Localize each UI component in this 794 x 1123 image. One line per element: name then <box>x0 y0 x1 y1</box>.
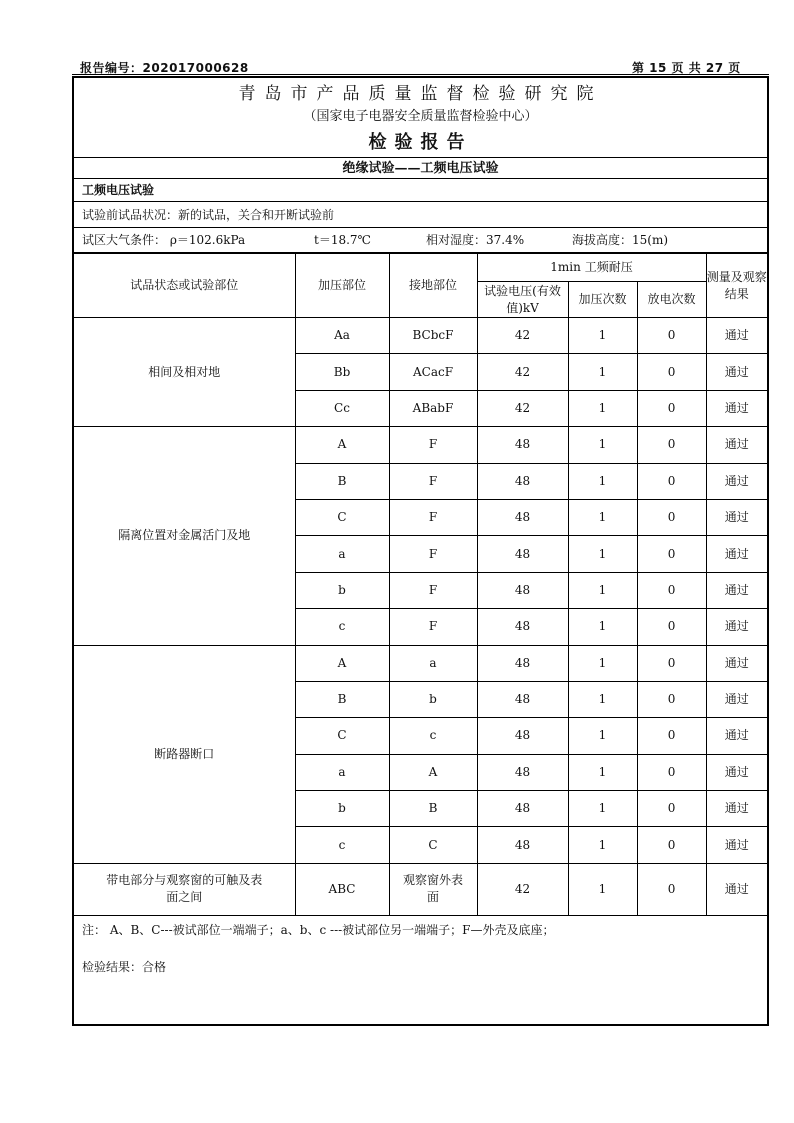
cell-ground: F <box>389 572 477 608</box>
env-temperature: t＝18.7℃ <box>314 233 371 247</box>
cell-times: 1 <box>568 572 637 608</box>
cell-ground: F <box>389 536 477 572</box>
cell-ground: BCbcF <box>389 318 477 354</box>
cell-result: 通过 <box>706 609 767 645</box>
center-name: （国家电子电器安全质量监督检验中心） <box>303 109 538 124</box>
cell-voltage: 48 <box>477 572 568 608</box>
group-label: 断路器断口 <box>74 645 295 863</box>
cell-result: 通过 <box>706 827 767 863</box>
cell-ground: B <box>389 791 477 827</box>
cell-result: 通过 <box>706 681 767 717</box>
group-label: 相间及相对地 <box>74 318 295 427</box>
env-humidity: 相对湿度：37.4% <box>426 233 525 247</box>
cell-discharge: 0 <box>637 318 706 354</box>
cell-ground: ACacF <box>389 354 477 390</box>
cell-voltage: 42 <box>477 390 568 426</box>
header-result: 测量及观察结果 <box>706 254 767 318</box>
sample-condition: 试验前试品状况：新的试品，关合和开断试验前 <box>74 202 767 228</box>
cell-voltage: 48 <box>477 681 568 717</box>
env-altitude: 海拔高度：15(m) <box>572 233 669 247</box>
header-group: 1min 工频耐压 <box>477 254 706 282</box>
cell-times: 1 <box>568 318 637 354</box>
cell-result: 通过 <box>706 791 767 827</box>
group-label: 带电部分与观察窗的可触及表面之间 <box>74 863 295 915</box>
report-number-value: 202017000628 <box>142 61 249 75</box>
cell-result: 通过 <box>706 427 767 463</box>
cell-discharge: 0 <box>637 791 706 827</box>
cell-discharge: 0 <box>637 354 706 390</box>
section-title: 绝缘试验——工频电压试验 <box>74 158 767 179</box>
cell-result: 通过 <box>706 499 767 535</box>
cell-apply: A <box>295 427 389 463</box>
environment-conditions <box>74 228 767 253</box>
cell-ground: a <box>389 645 477 681</box>
cell-times: 1 <box>568 609 637 645</box>
cell-times: 1 <box>568 681 637 717</box>
cell-apply: ABC <box>295 863 389 915</box>
cell-ground: C <box>389 827 477 863</box>
cell-discharge: 0 <box>637 499 706 535</box>
cell-discharge: 0 <box>637 609 706 645</box>
cell-times: 1 <box>568 463 637 499</box>
cell-result: 通过 <box>706 463 767 499</box>
cell-voltage: 42 <box>477 318 568 354</box>
cell-discharge: 0 <box>637 390 706 426</box>
cell-voltage: 48 <box>477 645 568 681</box>
cell-ground: F <box>389 609 477 645</box>
cell-voltage: 48 <box>477 827 568 863</box>
cell-apply: a <box>295 536 389 572</box>
cell-apply: c <box>295 827 389 863</box>
cell-result: 通过 <box>706 572 767 608</box>
cell-times: 1 <box>568 354 637 390</box>
cell-voltage: 48 <box>477 754 568 790</box>
cell-voltage: 48 <box>477 791 568 827</box>
cell-result: 通过 <box>706 390 767 426</box>
cell-discharge: 0 <box>637 863 706 915</box>
table-row <box>74 645 767 681</box>
cell-apply: b <box>295 572 389 608</box>
table-row <box>74 318 767 354</box>
cell-apply: Cc <box>295 390 389 426</box>
cell-voltage: 48 <box>477 463 568 499</box>
cell-apply: a <box>295 754 389 790</box>
cell-discharge: 0 <box>637 718 706 754</box>
table-body <box>74 318 767 916</box>
env-atmosphere: 试区大气条件： ρ＝102.6kPa <box>82 233 246 247</box>
header-times: 加压次数 <box>568 282 637 318</box>
header-apply: 加压部位 <box>295 254 389 318</box>
cell-times: 1 <box>568 427 637 463</box>
cell-apply: b <box>295 791 389 827</box>
cell-voltage: 48 <box>477 499 568 535</box>
cell-times: 1 <box>568 536 637 572</box>
cell-ground: b <box>389 681 477 717</box>
header-rule <box>72 74 769 75</box>
cell-times: 1 <box>568 863 637 915</box>
cell-result: 通过 <box>706 645 767 681</box>
cell-ground: A <box>389 754 477 790</box>
cell-discharge: 0 <box>637 754 706 790</box>
cell-discharge: 0 <box>637 827 706 863</box>
header-state: 试品状态或试验部位 <box>74 254 295 318</box>
group-label: 隔离位置对金属活门及地 <box>74 427 295 645</box>
cell-voltage: 42 <box>477 354 568 390</box>
cell-ground: F <box>389 427 477 463</box>
subsection-title: 工频电压试验 <box>74 179 767 202</box>
cell-times: 1 <box>568 791 637 827</box>
table-row <box>74 427 767 463</box>
cell-apply: Aa <box>295 318 389 354</box>
cell-ground: 观察窗外表面 <box>389 863 477 915</box>
cell-voltage: 48 <box>477 718 568 754</box>
test-results-table <box>74 253 767 916</box>
cell-apply: B <box>295 681 389 717</box>
cell-apply: Bb <box>295 354 389 390</box>
cell-times: 1 <box>568 499 637 535</box>
cell-result: 通过 <box>706 354 767 390</box>
cell-times: 1 <box>568 645 637 681</box>
cell-times: 1 <box>568 390 637 426</box>
report-title: 检验报告 <box>74 128 767 158</box>
cell-voltage: 42 <box>477 863 568 915</box>
cell-times: 1 <box>568 718 637 754</box>
cell-ground: ABabF <box>389 390 477 426</box>
table-row <box>74 863 767 915</box>
cell-result: 通过 <box>706 536 767 572</box>
cell-times: 1 <box>568 827 637 863</box>
cell-discharge: 0 <box>637 681 706 717</box>
cell-discharge: 0 <box>637 463 706 499</box>
cell-result: 通过 <box>706 754 767 790</box>
footnote: 注： A、B、C---被试部位一端端子；a、b、c ---被试部位另一端端子；F—外壳及底座； <box>82 923 555 937</box>
cell-ground: c <box>389 718 477 754</box>
cell-result: 通过 <box>706 863 767 915</box>
cell-apply: C <box>295 499 389 535</box>
cell-result: 通过 <box>706 718 767 754</box>
conclusion: 检验结果：合格 <box>82 960 167 974</box>
header-ground: 接地部位 <box>389 254 477 318</box>
cell-ground: F <box>389 499 477 535</box>
report-number-label: 报告编号： <box>80 61 143 75</box>
header-voltage: 试验电压(有效值)kV <box>477 282 568 318</box>
cell-discharge: 0 <box>637 536 706 572</box>
cell-apply: A <box>295 645 389 681</box>
cell-discharge: 0 <box>637 427 706 463</box>
cell-voltage: 48 <box>477 536 568 572</box>
report-sheet <box>72 76 769 1026</box>
header-row <box>74 254 767 282</box>
cell-voltage: 48 <box>477 609 568 645</box>
cell-voltage: 48 <box>477 427 568 463</box>
header-discharge: 放电次数 <box>637 282 706 318</box>
cell-ground: F <box>389 463 477 499</box>
cell-apply: C <box>295 718 389 754</box>
institute-name: 青岛市产品质量监督检验研究院 <box>238 84 603 104</box>
cell-discharge: 0 <box>637 572 706 608</box>
cell-discharge: 0 <box>637 645 706 681</box>
cell-apply: c <box>295 609 389 645</box>
cell-result: 通过 <box>706 318 767 354</box>
page-info: 第 15 页 共 27 页 <box>632 61 741 75</box>
cell-times: 1 <box>568 754 637 790</box>
cell-apply: B <box>295 463 389 499</box>
